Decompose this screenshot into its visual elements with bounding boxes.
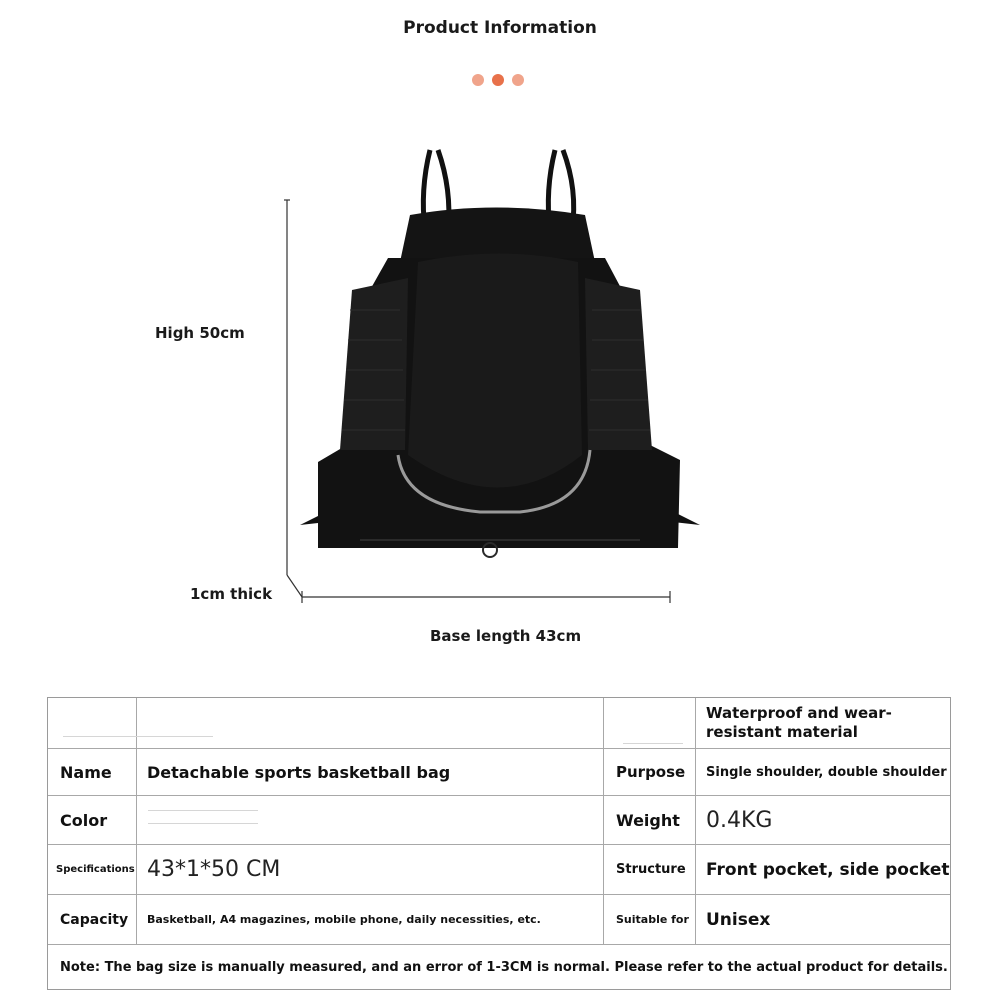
structure-label: Structure [616, 862, 686, 877]
height-label: High 50cm [155, 324, 245, 342]
capacity-value: Basketball, A4 magazines, mobile phone, daily necessities, etc. [147, 913, 541, 926]
specifications-value: 43*1*50 CM [147, 857, 281, 882]
top-right-value: Waterproof and wear-resistant material [706, 704, 892, 741]
structure-value: Front pocket, side pocket [706, 859, 950, 880]
backpack-image [300, 150, 700, 557]
color-label: Color [60, 810, 108, 830]
name-label: Name [60, 762, 112, 782]
weight-label: Weight [616, 810, 680, 830]
spec-table [47, 697, 951, 990]
purpose-label: Purpose [616, 763, 686, 781]
specifications-label: Specifications [56, 864, 135, 875]
name-value: Detachable sports basketball bag [147, 762, 451, 782]
weight-value: 0.4KG [706, 807, 773, 833]
purpose-value: Single shoulder, double shoulder [706, 764, 947, 780]
base-length-label: Base length 43cm [430, 627, 582, 645]
suitable-for-value: Unisex [706, 909, 771, 930]
page-title: Product Information [403, 18, 597, 38]
thickness-label: 1cm thick [190, 585, 273, 603]
suitable-for-label: Suitable for [616, 913, 689, 926]
color-value [137, 796, 603, 844]
capacity-label: Capacity [60, 911, 129, 928]
measurement-note: Note: The bag size is manually measured, and an error of 1-3CM is normal. Please refer to the actual product for details. [60, 960, 948, 975]
